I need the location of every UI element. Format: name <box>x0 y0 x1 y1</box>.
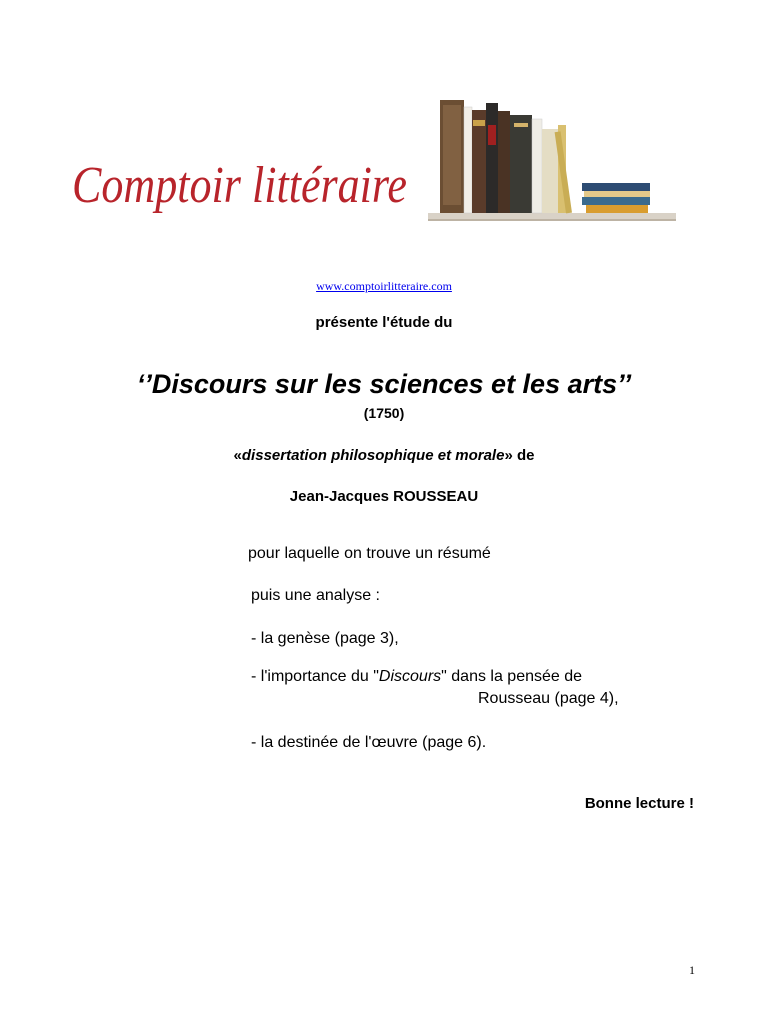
item-destinee: - la destinée de l'œuvre (page 6). <box>251 734 487 751</box>
work-year: (1750) <box>363 405 405 421</box>
genre-text: dissertation philosophique et morale <box>241 447 505 464</box>
genre-line <box>0 447 768 464</box>
genre-open-quote: « <box>233 447 242 464</box>
page-number: 1 <box>689 963 695 977</box>
importance-pre: - l'importance du " <box>251 668 379 685</box>
work-title: ‘’Discours sur les sciences et les arts’’ <box>136 369 632 399</box>
website-link[interactable]: www.comptoirlitteraire.com <box>316 279 452 293</box>
author-name: Jean-Jacques ROUSSEAU <box>289 488 479 505</box>
analysis-line: puis une analyse : <box>251 587 380 604</box>
presente-text: présente l'étude du <box>315 314 453 331</box>
logo-text: Comptoir littéraire <box>72 157 407 214</box>
importance-italic: Discours <box>378 668 442 685</box>
importance-post: " dans la pensée de <box>441 668 583 685</box>
closing-text: Bonne lecture ! <box>584 795 694 812</box>
comptoir-litteraire-logo <box>70 140 415 245</box>
summary-line: pour laquelle on trouve un résumé <box>248 545 491 562</box>
item-importance <box>251 668 582 686</box>
item-importance-continuation: Rousseau (page 4), <box>478 690 619 707</box>
genre-close: » de <box>504 447 535 464</box>
bookshelf-image <box>428 95 676 228</box>
item-genese: - la genèse (page 3), <box>251 630 399 647</box>
